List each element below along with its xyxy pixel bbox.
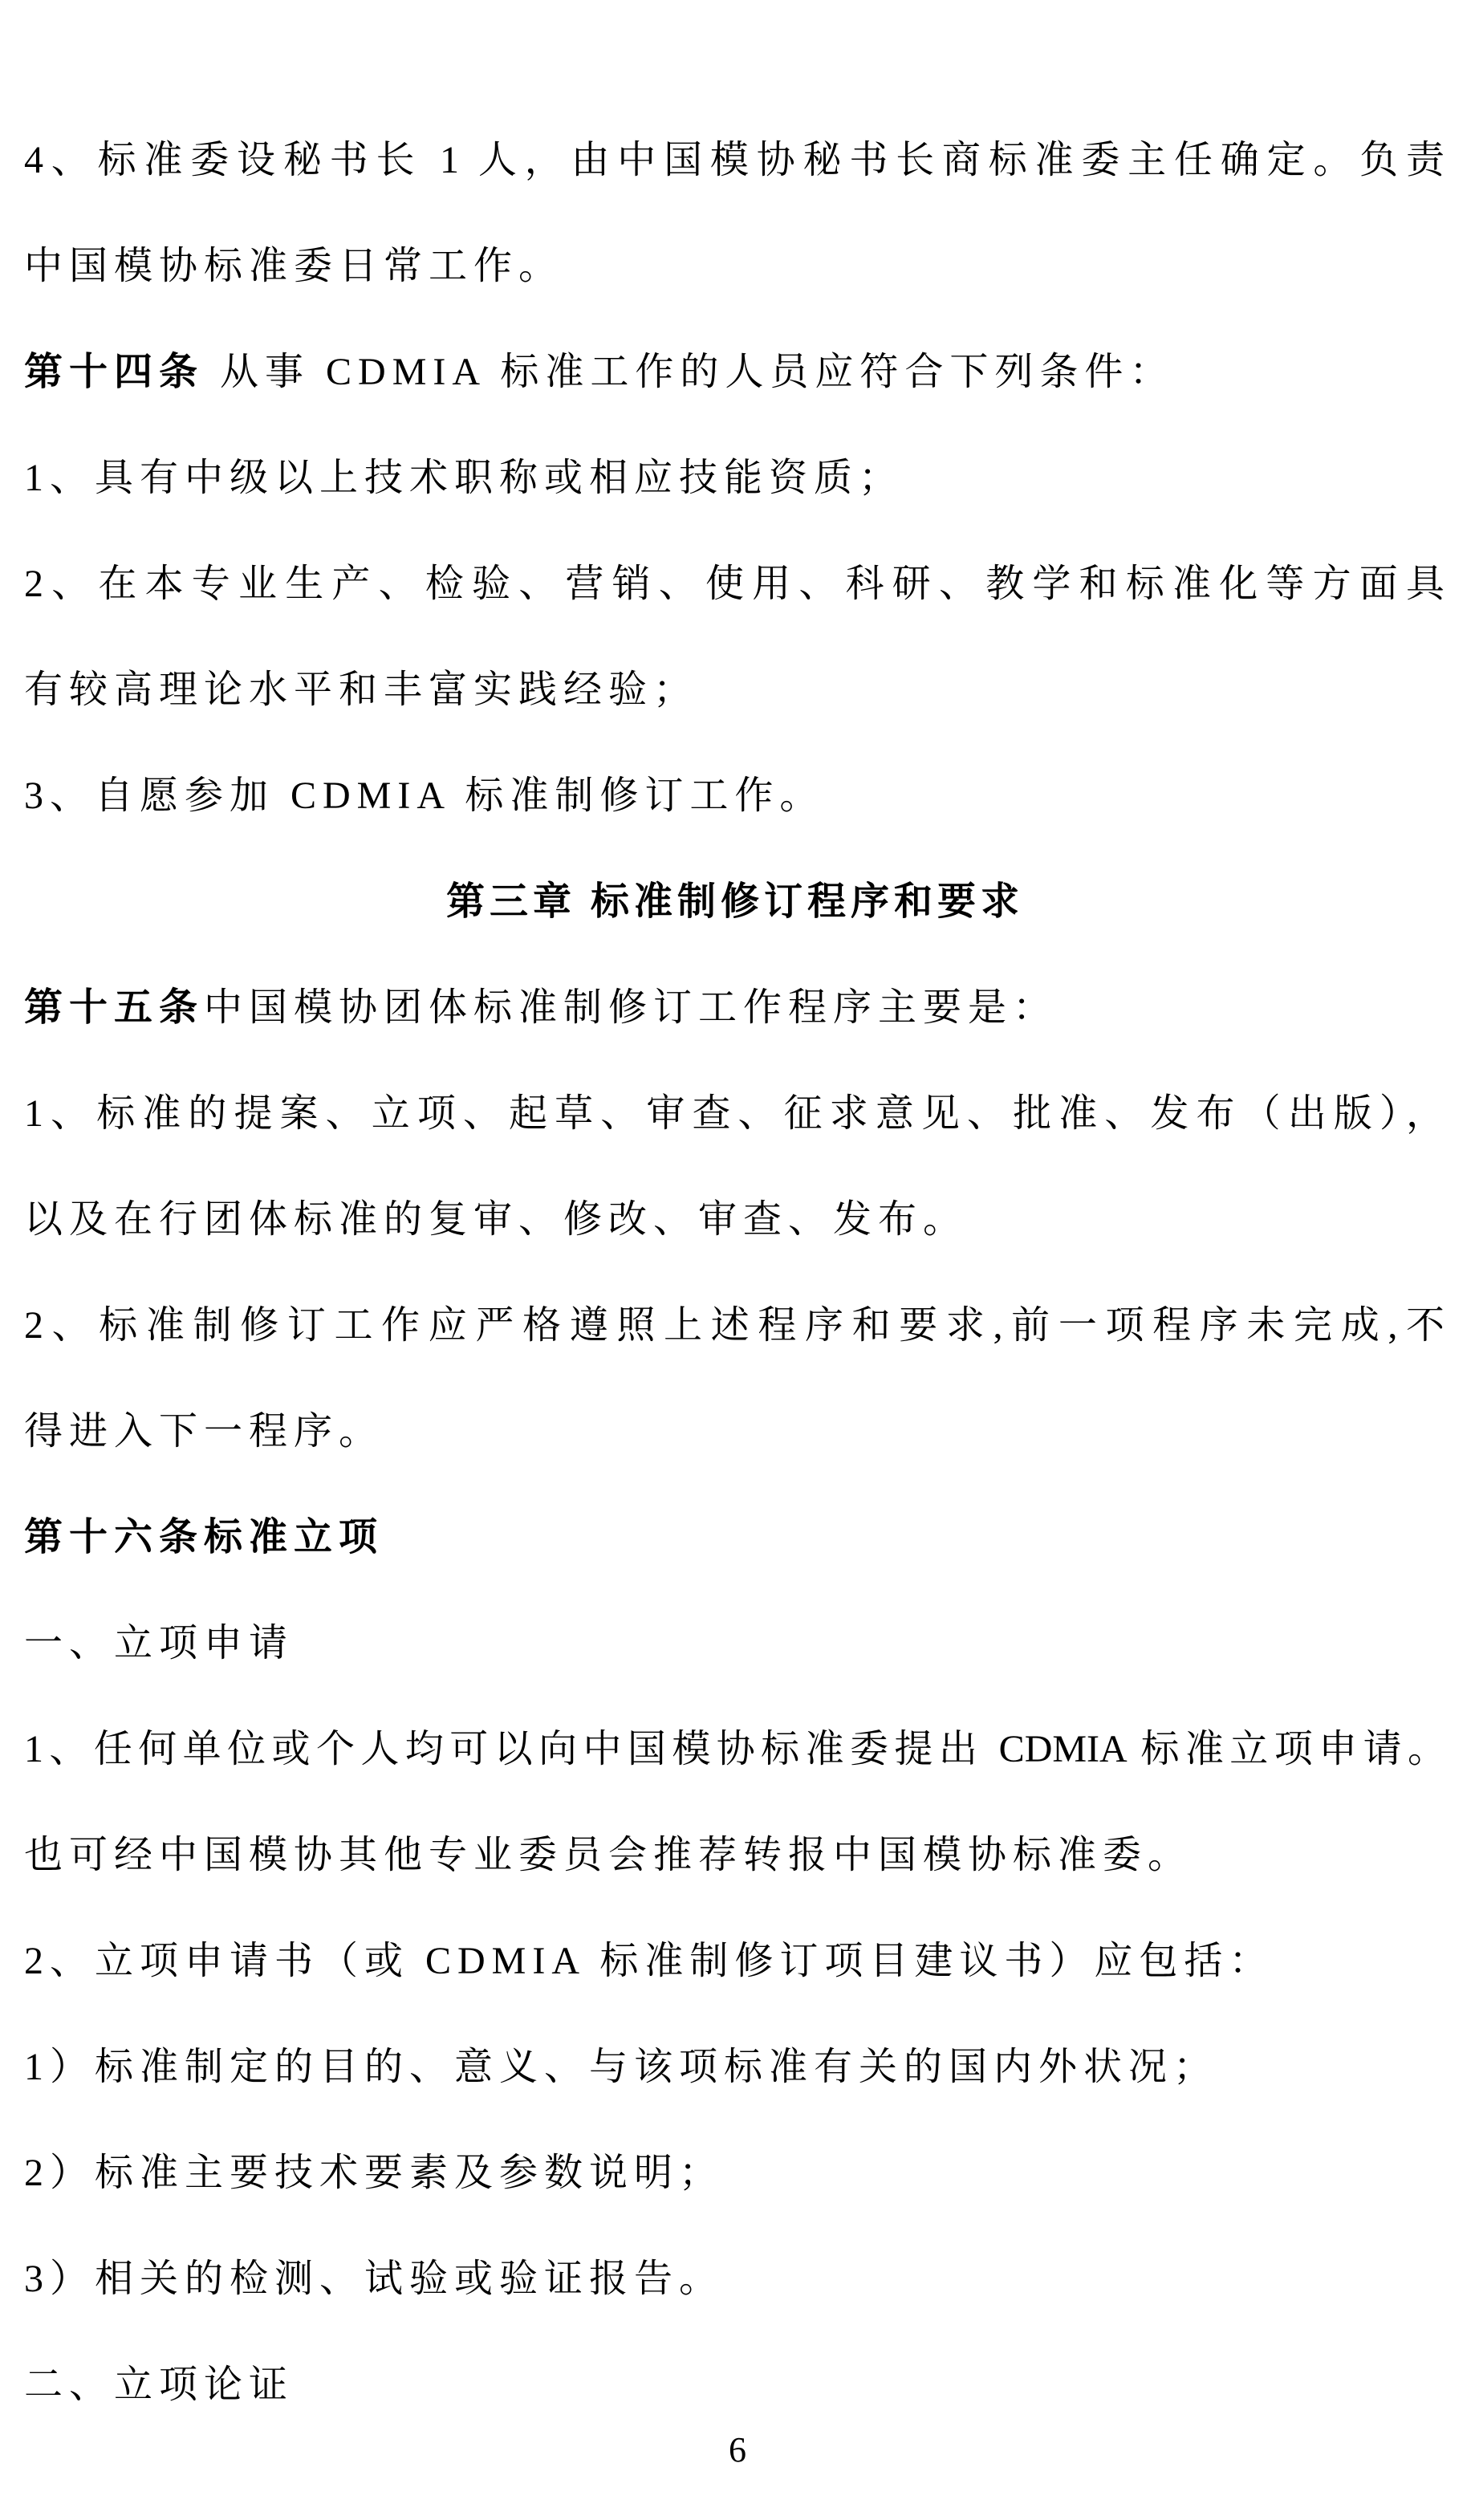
bold-text-segment: 第十六条标准立项 [24,1516,384,1559]
text-line [24,1273,1446,1379]
text-line [24,1697,1446,1803]
page-number: 6 [729,2430,746,2469]
bold-text-segment: 第十四条 [24,351,205,393]
text-line [24,1803,1446,1908]
text-segment: 从事 CDMIA 标准工作的人员应符合下列条件： [204,351,1175,393]
text-line [24,319,1446,425]
text-segment: 得进入下一程序。 [24,1410,384,1453]
bold-text-segment: 第三章 标准制修订程序和要求 [445,880,1024,923]
text-line [24,1167,1446,1273]
text-segment: 1、任何单位或个人均可以向中国模协标准委提出 CDMIA 标准立项申请。 [24,1728,1446,1770]
text-segment: 3）相关的检测、试验或验证报告。 [24,2258,725,2300]
text-segment: 4、标准委设秘书长 1 人，由中国模协秘书长商标准委主任确定。负责 [24,139,1446,181]
text-segment: 2、立项申请书（或 CDMIA 标准制修订项目建议书）应包括： [24,1940,1274,1982]
text-segment: 3、自愿参加 CDMIA 标准制修订工作。 [24,774,825,817]
text-segment: 以及在行团体标准的复审、修改、审查、发布。 [24,1198,969,1241]
text-line [24,1061,1446,1167]
text-segment: 二、立项论证 [24,2364,295,2406]
text-segment: 一、立项申请 [24,1622,295,1664]
text-line [24,1908,1446,2014]
text-segment: 也可经中国模协其他专业委员会推荐转报中国模协标准委。 [24,1834,1193,1876]
text-line [24,2226,1446,2332]
text-line [24,955,1446,1061]
text-line [24,637,1446,743]
text-line [24,2120,1446,2226]
text-line [24,1591,1446,1697]
bold-text-segment: 第十五条 [24,986,205,1029]
text-segment: 1）标准制定的目的、意义、与该项标准有关的国内外状况； [24,2046,1219,2088]
document-body [24,108,1446,2438]
text-line [24,1379,1446,1485]
text-line [24,531,1446,637]
text-line [24,213,1446,319]
text-line [24,849,1446,955]
text-line [24,2014,1446,2120]
text-segment: 中国模协团体标准制修订工作程序主要是： [204,986,1059,1029]
text-line [24,1485,1446,1591]
text-segment: 1、标准的提案、立项、起草、审查、征求意见、批准、发布（出版）， [24,1092,1446,1135]
text-segment: 2、标准制修订工作应严格遵照上述程序和要求,前一项程序未完成,不 [24,1304,1446,1347]
text-segment: 有较高理论水平和丰富实践经验； [24,669,699,711]
text-segment: 1、具有中级以上技术职称或相应技能资质； [24,457,904,499]
text-line [24,743,1446,849]
text-line [24,108,1446,213]
text-segment: 2）标准主要技术要素及参数说明； [24,2152,725,2194]
text-segment: 2、在本专业生产、检验、营销、使用、科研、教学和标准化等方面具 [24,563,1446,605]
text-line [24,425,1446,531]
text-segment: 中国模协标准委日常工作。 [24,245,564,287]
